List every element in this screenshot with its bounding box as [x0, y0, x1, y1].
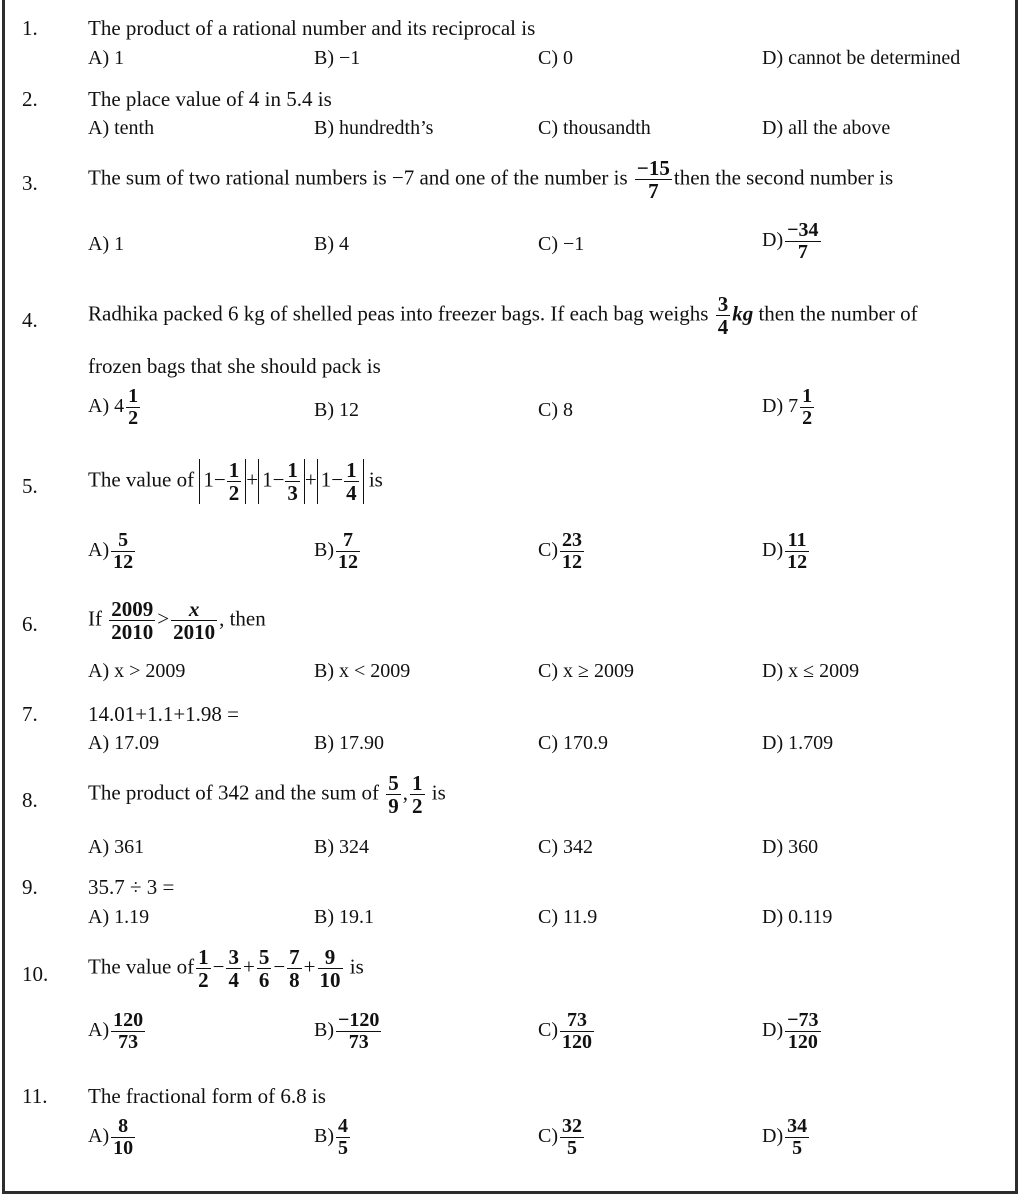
option-d: D) 0.119 — [762, 906, 833, 928]
fraction: $\frac{4}{5}$ — [338, 1115, 348, 1159]
option-d: D) $\frac{-73}{120}$ — [762, 1009, 819, 1053]
option-a: A) 17.09 — [88, 732, 160, 754]
fraction: $\frac{-120}{73}$ — [338, 1009, 380, 1053]
option-d: D) 1.709 — [762, 732, 834, 754]
fraction: $\frac{1}{3}$ — [287, 458, 298, 506]
option-d: D) cannot be determined — [762, 47, 961, 69]
question-text-line-2: frozen bags that she should pack is — [88, 354, 381, 378]
fraction: $\frac{73}{120}$ — [562, 1009, 592, 1053]
option-b: B) 17.90 — [314, 732, 384, 754]
fraction: $\frac{-73}{120}$ — [787, 1009, 819, 1053]
option-b: B) $\frac{-120}{73}$ — [314, 1009, 380, 1053]
question-number: 10. — [22, 962, 49, 986]
fraction: $\frac{1}{4}$ — [346, 458, 357, 506]
question-number: 3. — [22, 171, 38, 195]
fraction: $\frac{9}{10}$ — [319, 945, 341, 993]
fraction: $\frac{-34}{7}$ — [787, 219, 819, 263]
fraction: $\frac{34}{5}$ — [787, 1115, 808, 1159]
question-number: 8. — [22, 788, 38, 812]
option-c: C) 170.9 — [538, 732, 608, 754]
question-text: The fractional form of 6.8 is — [88, 1084, 326, 1108]
fraction: $\frac{5}{12}$ — [113, 529, 134, 573]
fraction: $\frac{120}{73}$ — [113, 1009, 144, 1053]
question-text: The place value of 4 in 5.4 is — [88, 87, 332, 111]
option-a: A) $\frac{120}{73}$ — [88, 1009, 144, 1053]
fraction: $\frac{2009}{2010}$ — [111, 597, 154, 645]
question-number: 9. — [22, 875, 38, 899]
option-a: A) tenth — [88, 117, 155, 139]
option-b: B) 19.1 — [314, 906, 374, 928]
option-c: C) $\frac{32}{5}$ — [538, 1115, 582, 1159]
option-b: B) 324 — [314, 836, 369, 858]
fraction: $\frac{x}{2010}$ — [173, 597, 216, 645]
option-d: D) $\frac{11}{12}$ — [762, 529, 808, 573]
option-c: C) 11.9 — [538, 906, 598, 928]
fraction: $\frac{7}{12}$ — [338, 529, 358, 573]
fraction: $\frac{8}{10}$ — [113, 1115, 134, 1159]
question-text: If $\frac{2009}{2010}$ > $\frac{x}{2010}$ , then — [88, 597, 266, 645]
option-d: D) 360 — [762, 836, 819, 858]
option-d: D) x ≤ 2009 — [762, 660, 860, 682]
option-b: B) 12 — [314, 399, 359, 421]
fraction: $\frac{1}{2}$ — [802, 385, 813, 429]
question-text: The sum of two rational numbers is −7 and one of the number is $\frac{-15}{7}$ then the second number is — [88, 156, 894, 204]
fraction: $\frac{23}{12}$ — [562, 529, 582, 573]
question-text: Radhika packed 6 kg of shelled peas into freezer bags. If each bag weighs $\frac{3}{4}$ kg then the number of — [88, 292, 918, 340]
question-number: 5. — [22, 474, 38, 498]
question-number: 2. — [22, 87, 38, 111]
option-d: D) all the above — [762, 117, 891, 139]
option-c: C) 342 — [538, 836, 593, 858]
option-b: B) $\frac{7}{12}$ — [314, 529, 358, 573]
option-d: D) $\frac{34}{5}$ — [762, 1115, 808, 1159]
option-b: B) x < 2009 — [314, 660, 411, 682]
option-b: B) −1 — [314, 47, 361, 69]
question-text: The value of $\frac{1}{2}$ − $\frac{3}{4}$ + $\frac{5}{6}$ − $\frac{7}{8}$ + $\frac{9}{10}$ is — [88, 945, 364, 993]
option-c: C) 0 — [538, 47, 573, 69]
option-c: C) 8 — [538, 399, 573, 421]
fraction: $\frac{32}{5}$ — [562, 1115, 582, 1159]
option-a: A) 361 — [88, 836, 145, 858]
option-c: C) −1 — [538, 233, 585, 255]
question-number: 11. — [22, 1084, 48, 1108]
fraction: $\frac{1}{2}$ — [228, 458, 240, 506]
option-c: C) $\frac{23}{12}$ — [538, 529, 582, 573]
option-a: A) 1.19 — [88, 906, 150, 928]
question-text: 35.7 ÷ 3 = — [88, 875, 175, 899]
option-b: B) 4 — [314, 233, 349, 255]
fraction: $\frac{1}{2}$ — [198, 945, 209, 993]
question-number: 1. — [22, 16, 38, 40]
fraction: $\frac{-15}{7}$ — [636, 156, 670, 204]
option-c: C) thousandth — [538, 117, 651, 139]
question-number: 7. — [22, 702, 38, 726]
question-text: 14.01+1.1+1.98 = — [88, 702, 240, 726]
question-number: 4. — [22, 308, 38, 332]
fraction: $\frac{1}{2}$ — [412, 771, 423, 819]
option-b: B) hundredth’s — [314, 117, 434, 139]
question-number: 6. — [22, 612, 38, 636]
option-b: B) $\frac{4}{5}$ — [314, 1115, 348, 1159]
option-d: D) $\frac{-34}{7}$ — [762, 219, 819, 263]
option-a: A) 4 $\frac{1}{2}$ — [88, 385, 139, 429]
option-c: C) $\frac{73}{120}$ — [538, 1009, 592, 1053]
fraction: $\frac{11}{12}$ — [787, 529, 808, 573]
question-text: The value of 1− $\frac{1}{2}$ + 1− $\frac{1}{3}$ + 1− $\frac{1}{4}$ is — [88, 458, 383, 506]
fraction: $\frac{3}{4}$ — [228, 945, 239, 993]
fraction: $\frac{7}{8}$ — [289, 945, 300, 993]
option-d: D) 7 $\frac{1}{2}$ — [762, 385, 813, 429]
question-text: The product of a rational number and its reciprocal is — [88, 16, 536, 40]
option-a: A) $\frac{8}{10}$ — [88, 1115, 134, 1159]
option-a: A) 1 — [88, 233, 125, 255]
option-c: C) x ≥ 2009 — [538, 660, 634, 682]
option-a: A) 1 — [88, 47, 125, 69]
fraction: $\frac{3}{4}$ — [717, 292, 729, 340]
option-a: A) $\frac{5}{12}$ — [88, 529, 134, 573]
fraction: $\frac{5}{6}$ — [258, 945, 270, 993]
fraction: $\frac{5}{9}$ — [388, 771, 399, 819]
question-text: The product of 342 and the sum of $\frac{5}{9}$ , $\frac{1}{2}$ is — [88, 771, 446, 819]
option-a: A) x > 2009 — [88, 660, 186, 682]
fraction: $\frac{1}{2}$ — [128, 385, 139, 429]
